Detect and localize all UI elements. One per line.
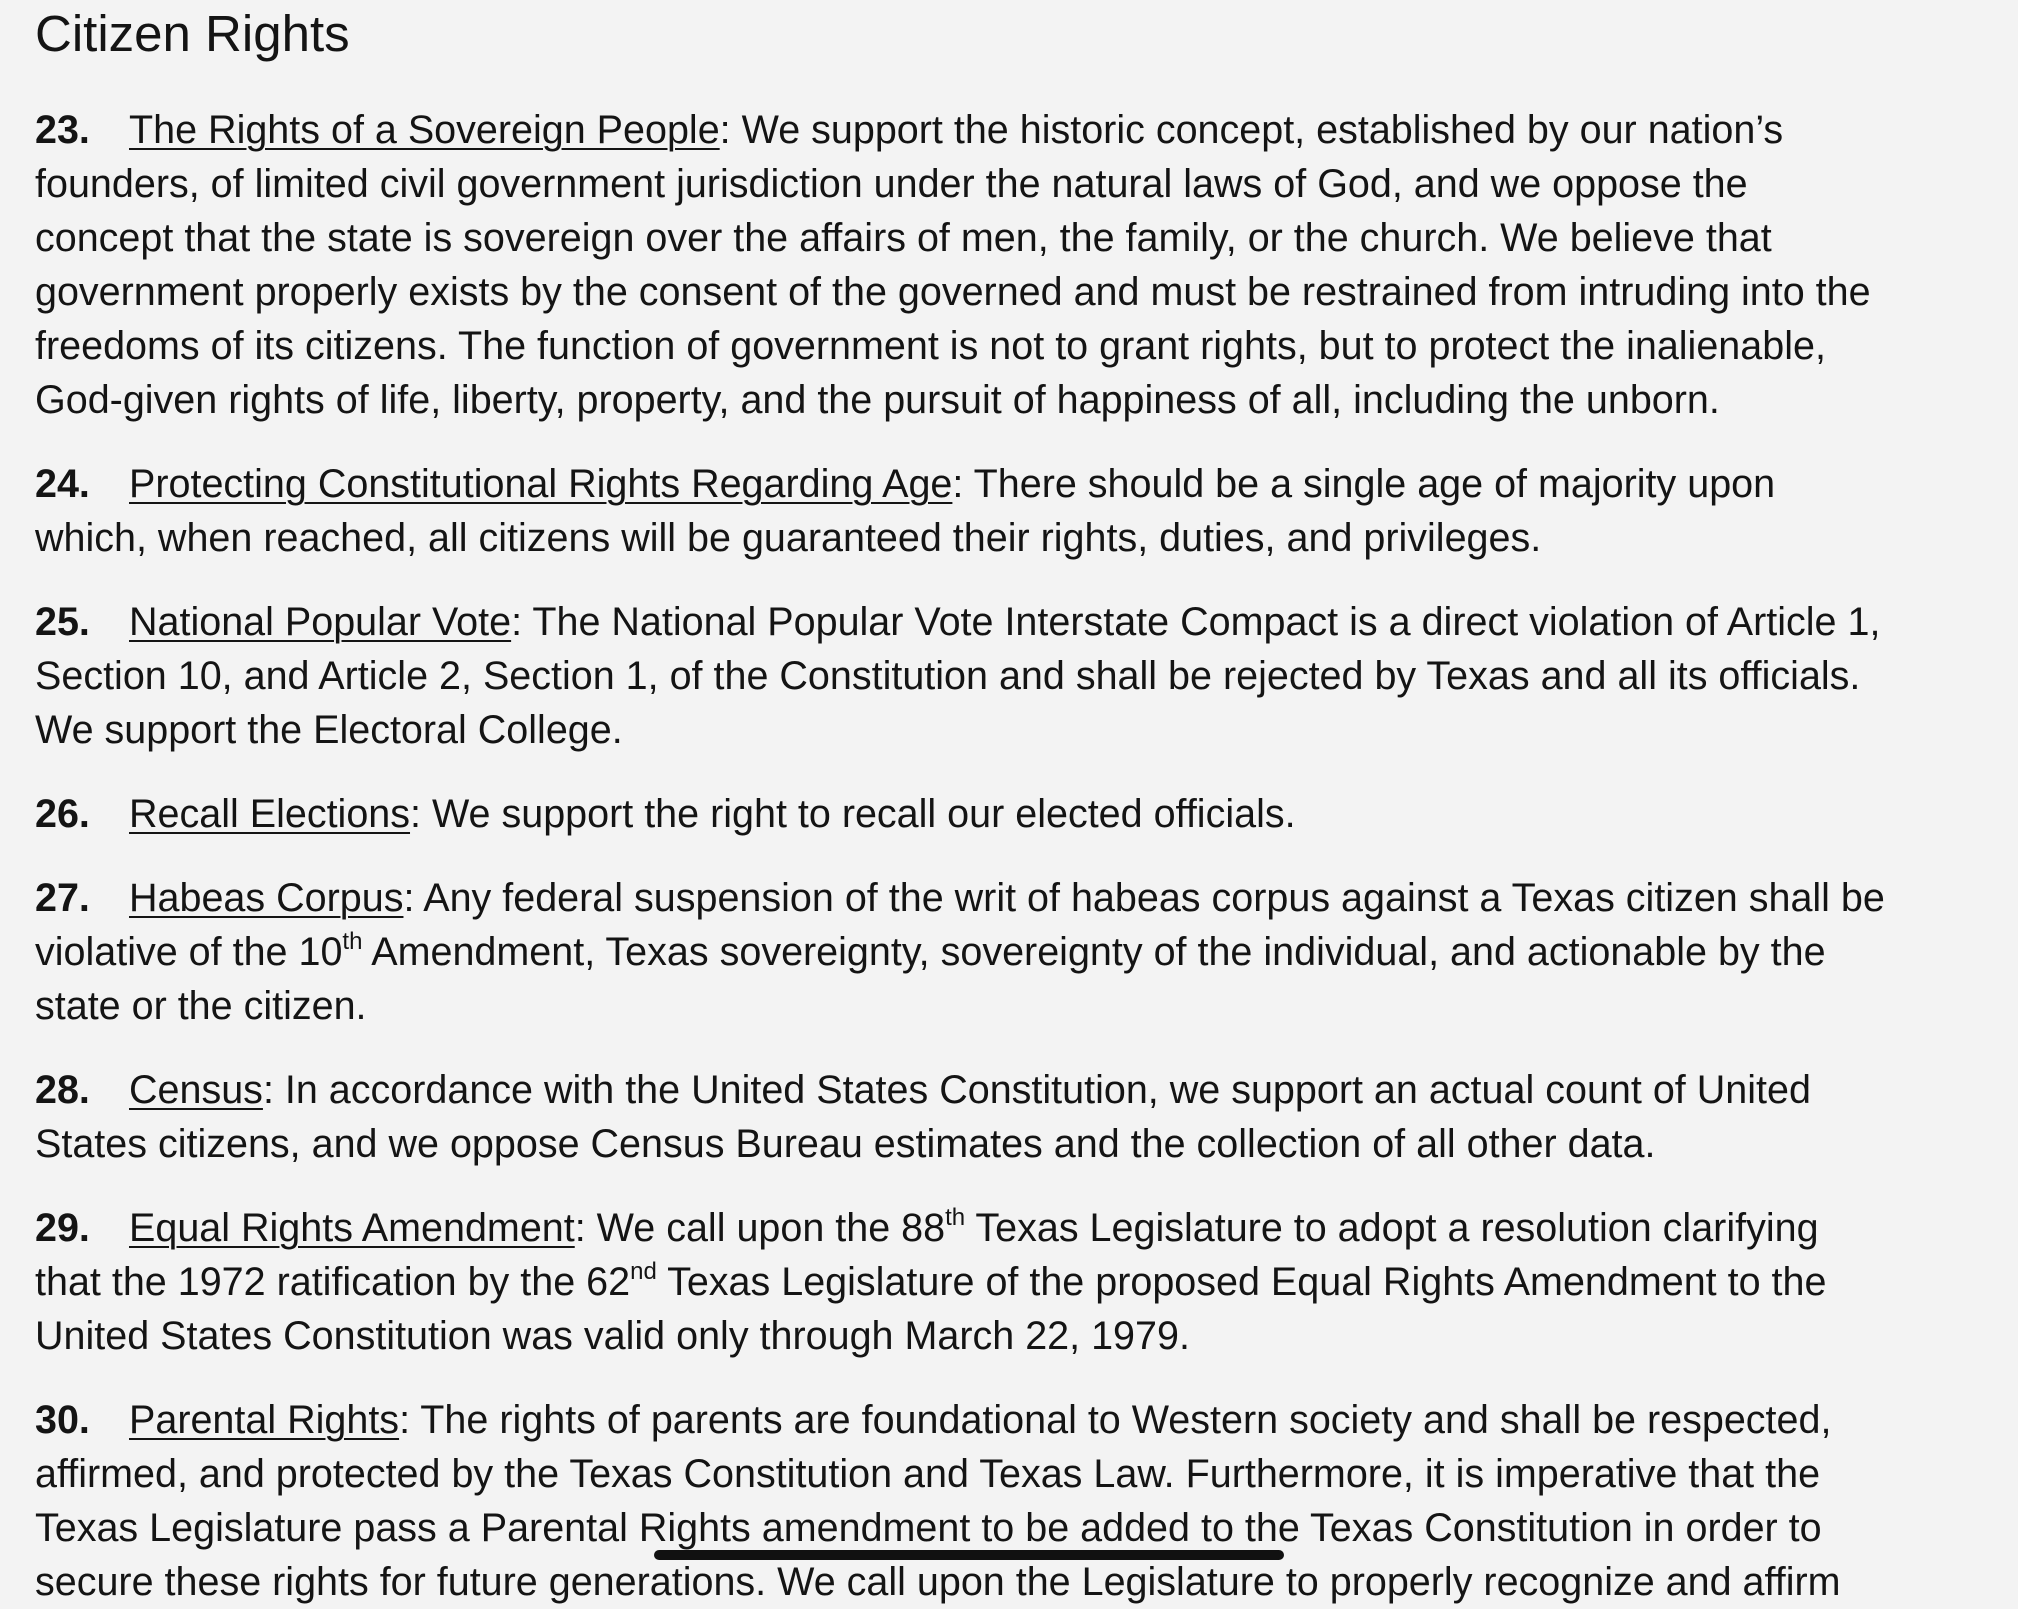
item-number: 30.: [35, 1398, 90, 1442]
item-24: 24. Protecting Constitutional Rights Regarding Age: There should be a single age of majority upon which, when reached, all citizens will be guaranteed their rights, duties, and privileges.: [35, 457, 1995, 565]
item-23: 23. The Rights of a Sovereign People: We support the historic concept, established by our nation’s founders, of limited civil government jurisdiction under the natural laws of God, and we oppose the concept that the state is sovereign over the affairs of men, the family, or the church. We believe that government properly exists by the consent of the governed and must be restrained from intruding into the freedoms of its citizens. The function of government is not to grant rights, but to protect the inalienable, God-given rights of life, liberty, property, and the pursuit of happiness of all, including the unborn.: [35, 103, 1995, 427]
item-number: 28.: [35, 1068, 90, 1112]
item-28: 28. Census: In accordance with the United States Constitution, we support an actual count of United States citizens, and we oppose Census Bureau estimates and the collection of all other data.: [35, 1063, 1995, 1171]
item-heading: National Popular Vote: [129, 600, 512, 644]
item-heading: The Rights of a Sovereign People: [129, 108, 720, 152]
item-heading: Equal Rights Amendment: [129, 1206, 575, 1250]
item-heading: Protecting Constitutional Rights Regarding Age: [129, 462, 953, 506]
home-indicator-bar[interactable]: [654, 1550, 1284, 1560]
item-number: 29.: [35, 1206, 90, 1250]
item-number: 25.: [35, 600, 90, 644]
item-heading: Parental Rights: [129, 1398, 400, 1442]
item-29: 29. Equal Rights Amendment: We call upon the 88th Texas Legislature to adopt a resolution clarifying that the 1972 ratification by the 62nd Texas Legislature of the proposed Equal Rights Amendment to the United States Constitution was valid only through March 22, 1979.: [35, 1201, 1995, 1363]
item-heading: Habeas Corpus: [129, 876, 404, 920]
item-number: 26.: [35, 792, 90, 836]
document-page: [35, 0, 1995, 1609]
item-25: 25. National Popular Vote: The National Popular Vote Interstate Compact is a direct violation of Article 1, Section 10, and Article 2, Section 1, of the Constitution and shall be rejected by Texas and all its officials. We support the Electoral College.: [35, 595, 1995, 757]
item-number: 24.: [35, 462, 90, 506]
item-heading: Census: [129, 1068, 263, 1112]
item-number: 23.: [35, 108, 90, 152]
item-heading: Recall Elections: [129, 792, 411, 836]
item-number: 27.: [35, 876, 90, 920]
item-26: 26. Recall Elections: We support the right to recall our elected officials.: [35, 787, 1995, 841]
item-27: 27. Habeas Corpus: Any federal suspension of the writ of habeas corpus against a Texas citizen shall be violative of the 10th Amendment, Texas sovereignty, sovereignty of the individual, and actionable by the state or the citizen.: [35, 871, 1995, 1033]
section-title: Citizen Rights: [35, 5, 350, 62]
item-30: 30. Parental Rights: The rights of parents are foundational to Western society and shall be respected, affirmed, and protected by the Texas Constitution and Texas Law. Furthermore, it is imperative that the Texas Legislature pass a Parental Rights amendment to be added to the Texas Constitution in order to secure these rights for future generations. We call upon the Legislature to properly recognize and affirm: [35, 1393, 1995, 1609]
